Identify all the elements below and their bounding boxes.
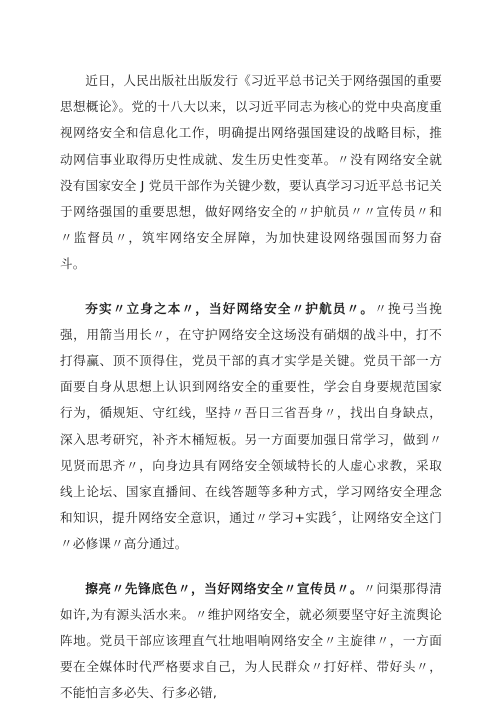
section-heading-guardian: 夯实〃立身之本〃，当好网络安全〃护航员〃。 (85, 300, 375, 316)
section-heading-publicist: 擦亮〃先锋底色〃，当好网络安全〃宣传员〃。 (85, 580, 364, 596)
section-text-publicist: 〃问渠那得清如许,为有源头活水来。〃维护网络安全，就必须要坚守好主流舆论阵地。党员干部应该理直气壮地唱响网络安全〃主旋律〃，一方面要在全媒体时代严格要求自己，为人民群众〃打好样、带好头〃，不能怕言多必失、行多必错, (60, 580, 443, 701)
intro-paragraph-text: 近日，人民出版社出版发行《习近平总书记关于网络强国的重要思想概论》。党的十八大以来，以习近平同志为核心的党中央高度重视网络安全和信息化工作，明确提出网络强国建设的战略目标，推动网信事业取得历史性成就、发生历史性变革。〃没有网络安全就没有国家安全 J 党员干部作为关键少数，要认真学习习近平总书记关于网络强国的重要思想，做好网络安全的〃护航员〃〃宣传员〃和〃监督员〃，筑牢网络安全屏障，为加快建设网络强国而努力奋斗。 (60, 73, 443, 272)
section-paragraph-publicist (60, 576, 442, 707)
section-paragraph-guardian (60, 296, 442, 558)
intro-paragraph (60, 68, 442, 278)
section-text-guardian: 〃挽弓当挽强，用箭当用长〃，在守护网络安全这场没有硝烟的战斗中，打不打得赢、顶不顶得住，党员干部的真才实学是关键。党员干部一方面要自身从思想上认识到网络安全的重要性，学会自身要规范国家行为，循规矩、守红线，坚持〃吾日三省吾身〃，找出自身缺点，深入思考研究，补齐木桶短板。另一方面要加强日常学习，做到〃见贤而思齐〃，向身边具有网络安全领域特长的人虚心求教，采取线上论坛、国家直播间、在线答题等多种方式，学习网络安全理念和知识，提升网络安全意识，通过〃学习+实践〞，让网络安全这门〃必修课〃高分通过。 (60, 300, 442, 552)
document-body (60, 68, 442, 707)
